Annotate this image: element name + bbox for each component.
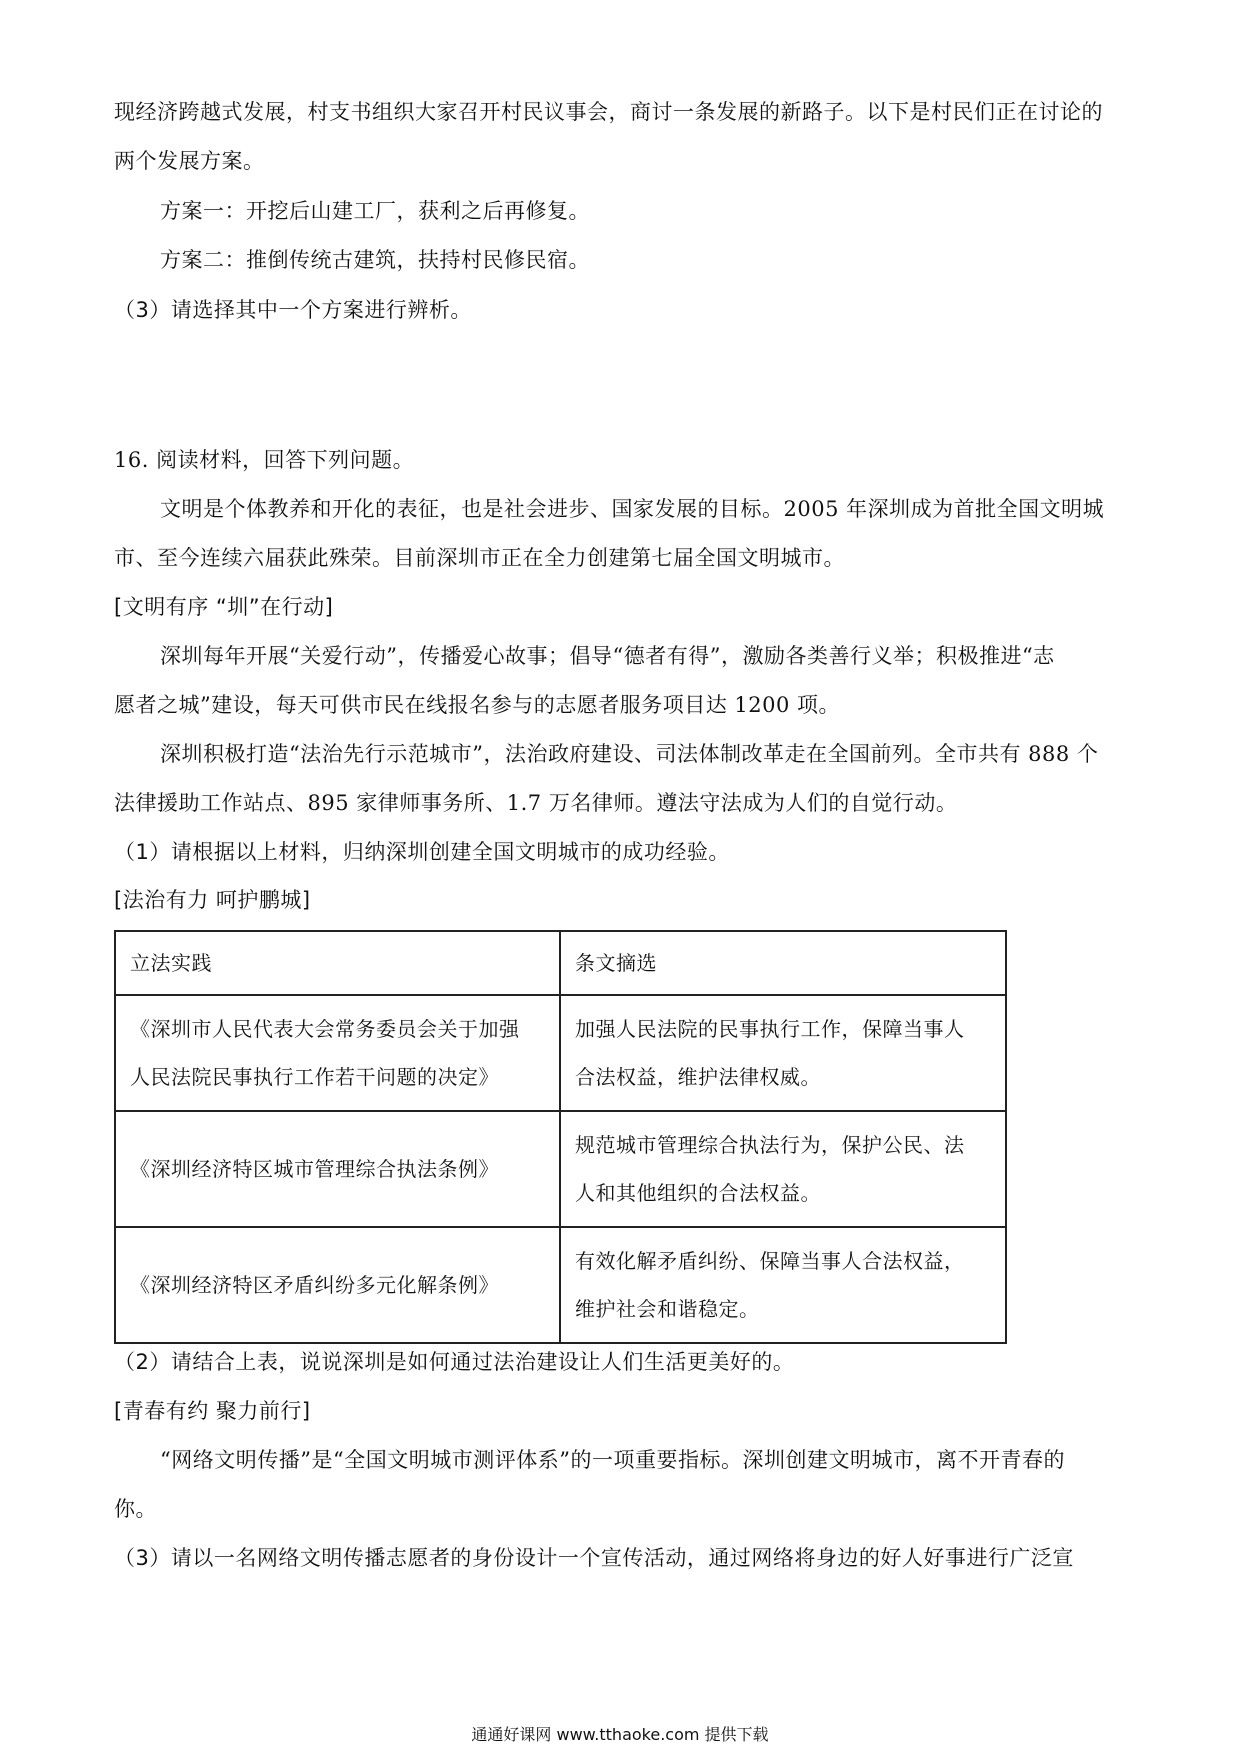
table-cell — [115, 1227, 560, 1343]
section-heading: [法治有力 呵护鹏城] — [114, 888, 311, 912]
table-cell — [115, 1111, 560, 1227]
paragraph: 法律援助工作站点、895 家律师事务所、1.7 万名律师。遵法守法成为人们的自觉行动。 — [114, 791, 958, 815]
cell-line: 有效化解矛盾纠纷、保障当事人合法权益， — [575, 1249, 965, 1273]
section-heading: [文明有序 “圳”在行动] — [114, 595, 334, 619]
paragraph: 深圳每年开展“关爱行动”，传播爱心故事；倡导“德者有得”，激励各类善行义举；积极推进“志 — [160, 644, 1055, 668]
text-line: 两个发展方案。 — [114, 149, 265, 173]
paragraph: 深圳积极打造“法治先行示范城市”，法治政府建设、司法体制改革走在全国前列。全市共有 888 个 — [160, 742, 1099, 766]
cell-line: 加强人民法院的民事执行工作，保障当事人 — [575, 1017, 965, 1041]
section-heading: [青春有约 聚力前行] — [114, 1399, 311, 1423]
cell-line: 《深圳经济特区城市管理综合执法条例》 — [130, 1157, 499, 1181]
table-header: 条文摘选 — [560, 931, 1006, 995]
table-header-row — [115, 931, 1006, 995]
cell-line: 《深圳市人民代表大会常务委员会关于加强 — [130, 1017, 520, 1041]
page-footer: 通通好课网 www.tthaoke.com 提供下载 — [471, 1725, 769, 1744]
cell-line: 人和其他组织的合法权益。 — [575, 1181, 821, 1205]
paragraph: 文明是个体教养和开化的表征，也是社会进步、国家发展的目标。2005 年深圳成为首批全国文明城 — [160, 497, 1105, 521]
cell-line: 人民法院民事执行工作若干问题的决定》 — [130, 1065, 499, 1089]
table-cell — [560, 1111, 1006, 1227]
table-cell — [115, 995, 560, 1111]
legislation-table — [114, 930, 1007, 1344]
plan-two: 方案二：推倒传统古建筑，扶持村民修民宿。 — [160, 248, 590, 272]
table-cell — [560, 995, 1006, 1111]
question-16-1: （1）请根据以上材料，归纳深圳创建全国文明城市的成功经验。 — [114, 840, 730, 864]
table-cell — [560, 1227, 1006, 1343]
cell-line: 《深圳经济特区矛盾纠纷多元化解条例》 — [130, 1273, 499, 1297]
table-row — [115, 1227, 1006, 1343]
question-15-3: （3）请选择其中一个方案进行辨析。 — [114, 298, 472, 322]
question-16-3: （3）请以一名网络文明传播志愿者的身份设计一个宣传活动，通过网络将身边的好人好事进行广泛宣 — [114, 1546, 1074, 1570]
cell-line: 合法权益，维护法律权威。 — [575, 1065, 821, 1089]
question-16-2: （2）请结合上表，说说深圳是如何通过法治建设让人们生活更美好的。 — [114, 1350, 795, 1374]
table-row — [115, 995, 1006, 1111]
paragraph: 你。 — [114, 1497, 157, 1521]
cell-line: 规范城市管理综合执法行为，保护公民、法 — [575, 1133, 965, 1157]
paragraph: “网络文明传播”是“全国文明城市测评体系”的一项重要指标。深圳创建文明城市，离不开青春的 — [160, 1448, 1065, 1472]
question-16-title: 16. 阅读材料，回答下列问题。 — [114, 448, 415, 472]
cell-line: 维护社会和谐稳定。 — [575, 1297, 760, 1321]
paragraph: 市、至今连续六届获此殊荣。目前深圳市正在全力创建第七届全国文明城市。 — [114, 546, 845, 570]
text-line: 现经济跨越式发展，村支书组织大家召开村民议事会，商讨一条发展的新路子。以下是村民们正在讨论的 — [114, 100, 1103, 124]
plan-one: 方案一：开挖后山建工厂，获利之后再修复。 — [160, 199, 590, 223]
table-header: 立法实践 — [115, 931, 560, 995]
table-row — [115, 1111, 1006, 1227]
paragraph: 愿者之城”建设，每天可供市民在线报名参与的志愿者服务项目达 1200 项。 — [114, 693, 841, 717]
